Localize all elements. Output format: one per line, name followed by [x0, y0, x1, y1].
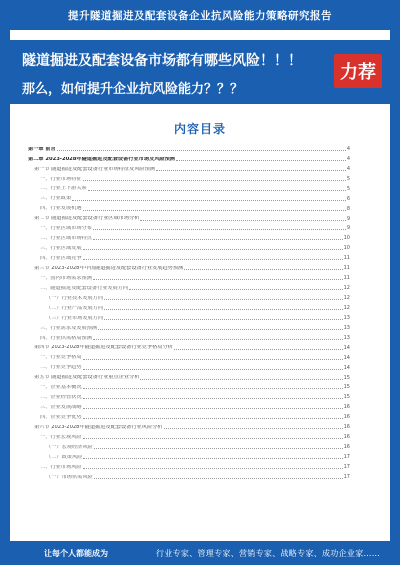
toc-entry[interactable]: [28, 390, 350, 400]
banner-subheadline: 那么，如何提升企业抗风险能力？？？: [22, 82, 244, 97]
toc-page-number: 11: [343, 275, 350, 282]
toc-dot-leader: [83, 388, 343, 389]
toc-entry-text: 第四节 2023-2028年隧道掘进及配套设备行业竞争格局分析: [34, 345, 173, 351]
toc-dot-leader: [184, 269, 342, 270]
toc-page-number: 13: [343, 334, 350, 341]
toc-page-number: 6: [346, 195, 350, 202]
toc-page-number: 14: [343, 354, 350, 361]
toc-entry-text: 四、企业竞争优势: [40, 415, 82, 421]
toc-entry[interactable]: [28, 381, 350, 391]
toc-dot-leader: [140, 379, 342, 380]
toc-entry-text: 二、隧道掘进及配套设备行业发展方向: [40, 285, 129, 291]
toc-entry[interactable]: [28, 212, 350, 222]
toc-page-number: 17: [343, 463, 350, 470]
toc-dot-leader: [104, 309, 343, 310]
report-header-title: 提升隧道掘进及配套设备企业抗风险能力策略研究报告: [68, 9, 332, 22]
toc-dot-leader: [83, 259, 343, 260]
toc-page-number: 11: [343, 255, 350, 262]
toc-entry-text: 第六节 2023-2028年隧道掘进及配套设备行业风险分析: [34, 424, 163, 430]
toc-page-number: 12: [343, 285, 350, 292]
toc-title: 内容目录: [173, 122, 226, 136]
toc-entry-text: （一）行业技术发展方向: [46, 295, 104, 301]
toc-dot-leader: [57, 150, 346, 151]
toc-dot-leader: [88, 190, 346, 191]
toc-dot-leader: [93, 229, 346, 230]
toc-dot-leader: [94, 478, 343, 479]
toc-dot-leader: [83, 408, 343, 409]
toc-dot-leader: [83, 468, 343, 469]
toc-entry-text: 第三节 2023-2028年中国隧道掘进及配套设备行业发展趋势预测: [34, 265, 184, 271]
toc-entry[interactable]: [28, 410, 350, 420]
toc-dot-leader: [83, 359, 343, 360]
toc-page-number: 15: [343, 394, 350, 401]
toc-entry-text: 第五节 隧道掘进及配套设备行业重点企业分析: [34, 375, 140, 381]
banner-headline: 隧道掘进及配套设备市场都有哪些风险！！！: [22, 53, 302, 69]
toc-entry[interactable]: [28, 281, 350, 291]
toc-entry-text: 二、企业经营状况: [40, 395, 82, 401]
toc-page-number: 12: [343, 295, 350, 301]
toc-entry[interactable]: [28, 271, 350, 281]
toc-entry[interactable]: [28, 162, 350, 172]
toc-page-number: 4: [346, 165, 350, 172]
toc-dot-leader: [176, 160, 346, 161]
toc-entry-text: 四、行业发展机遇: [40, 206, 82, 212]
toc-entry[interactable]: [28, 291, 350, 301]
toc-entry[interactable]: [28, 152, 350, 162]
footer-slogan-right: 行业专家、管理专家、营销专家、战略专家、成功企业家……: [156, 548, 381, 558]
toc-page-number: 17: [343, 454, 350, 460]
toc-entry-text: 二、行业市场风险: [40, 464, 82, 470]
toc-entry[interactable]: [28, 182, 350, 192]
report-header-bar: [0, 0, 400, 30]
toc-page-number: 8: [346, 205, 350, 212]
toc-dot-leader: [164, 428, 343, 429]
toc-entry-text: 一、行业市场特征: [40, 176, 82, 182]
toc-dot-leader: [104, 319, 343, 320]
toc-entry[interactable]: [28, 371, 350, 381]
toc-dot-leader: [83, 369, 343, 370]
toc-entry-text: 一、国内市场需求预测: [40, 275, 92, 281]
toc-entry[interactable]: [28, 331, 350, 341]
footer-slogan-left: 让每个人都能成为: [44, 548, 108, 558]
title-banner: [10, 40, 390, 104]
toc-dot-leader: [174, 349, 343, 350]
toc-dot-leader: [104, 299, 343, 300]
toc-dot-leader: [72, 200, 346, 201]
toc-entry[interactable]: [28, 341, 350, 351]
toc-entry-text: 二、行业上下游关系: [40, 186, 87, 192]
toc-page-number: 13: [343, 314, 350, 321]
toc-entry-text: （三）行业市场发展方向: [46, 315, 104, 321]
toc-page-number: 5: [346, 175, 350, 182]
toc-dot-leader: [83, 458, 342, 459]
toc-dot-leader: [94, 448, 343, 449]
toc-page-number: 13: [343, 324, 350, 331]
toc-dot-leader: [156, 170, 346, 171]
right-border-bar: [390, 30, 400, 541]
toc-entry-text: 一、行业区域市场分布: [40, 226, 92, 232]
toc-entry[interactable]: [28, 351, 350, 361]
toc-page-number: 12: [343, 304, 350, 311]
toc-dot-leader: [93, 239, 343, 240]
toc-page-number: 17: [343, 473, 350, 480]
toc-page-number: 10: [343, 235, 350, 242]
toc-page-number: 15: [343, 374, 350, 381]
toc-entry-text: 三、行业需求及发展预测: [40, 325, 98, 331]
toc-entry-text: （二）政策风险: [46, 454, 83, 460]
toc-entry[interactable]: [28, 222, 350, 232]
toc-entry-text: 一、行业竞争格局: [40, 355, 82, 361]
toc-dot-leader: [98, 329, 343, 330]
toc-entry-text: 第二章 2023-2028年隧道掘进及配套设备行业市场及风险预测: [28, 156, 175, 162]
toc-page-number: 16: [343, 434, 350, 441]
toc-entry[interactable]: [28, 321, 350, 331]
toc-dot-leader: [83, 210, 346, 211]
toc-entry[interactable]: [28, 400, 350, 410]
toc-entry-text: 二、行业区域市场特点: [40, 236, 92, 242]
toc-dot-leader: [83, 418, 343, 419]
toc-page-number: 5: [346, 185, 350, 192]
toc-entry[interactable]: [28, 231, 350, 241]
toc-entry[interactable]: [28, 440, 350, 450]
toc-entry-text: 四、行业区域竞争: [40, 256, 82, 262]
toc-entry[interactable]: [28, 202, 350, 212]
toc-entry[interactable]: [28, 251, 350, 261]
toc-dot-leader: [93, 279, 343, 280]
toc-entry[interactable]: [28, 420, 350, 430]
toc-dot-leader: [83, 438, 343, 439]
toc-dot-leader: [140, 220, 345, 221]
toc-entry-text: 一、企业基本概况: [40, 385, 82, 391]
toc-page-number: 11: [343, 265, 350, 272]
footer-bar: [0, 541, 400, 565]
left-border-bar: [0, 30, 10, 541]
toc-entry[interactable]: [28, 241, 350, 251]
toc-entry[interactable]: [28, 311, 350, 321]
toc-entry[interactable]: [28, 450, 350, 460]
toc-entry[interactable]: [28, 172, 350, 182]
toc-entry[interactable]: [28, 430, 350, 440]
toc-page-number: 16: [343, 414, 350, 421]
toc-page-number: 14: [343, 344, 350, 351]
toc-entry-text: 四、行业供需格局预测: [40, 335, 92, 341]
toc-page-number: 4: [346, 155, 350, 162]
toc-page-number: 16: [343, 444, 350, 451]
toc-entry-text: 第二节 隧道掘进及配套设备行业区域市场分析: [34, 216, 140, 222]
toc-dot-leader: [83, 398, 343, 399]
toc-page-number: 14: [343, 364, 350, 371]
toc-page-number: 15: [343, 384, 350, 391]
toc-dot-leader: [83, 249, 343, 250]
toc-entry-text: 第一节 隧道掘进及配套设备行业市场特征及风险预测: [34, 166, 155, 172]
toc-entry[interactable]: [28, 301, 350, 311]
toc-page-number: 4: [346, 145, 350, 152]
toc-entry-text: 第一章 前言: [28, 146, 56, 152]
toc-entry-text: 一、行业宏观风险: [40, 434, 82, 440]
toc-page-number: 10: [343, 245, 350, 252]
toc-entry[interactable]: [28, 460, 350, 470]
recommend-seal: 力荐: [334, 54, 382, 88]
toc-page-number: 16: [343, 424, 350, 431]
toc-entry-text: 三、企业发展战略: [40, 405, 82, 411]
toc-page-number: 9: [346, 215, 350, 222]
toc-entry-text: （一）市场供需风险: [46, 474, 93, 480]
toc-page-number: 16: [343, 404, 350, 411]
toc-dot-leader: [129, 289, 342, 290]
toc-entry-text: （二）行业产品发展方向: [46, 305, 104, 311]
toc-entry[interactable]: [28, 261, 350, 271]
toc-dot-leader: [93, 339, 343, 340]
toc-entry-text: 二、行业竞争趋势: [40, 365, 82, 371]
table-of-contents: [28, 142, 350, 480]
toc-entry[interactable]: [28, 470, 350, 480]
toc-entry-text: 三、行业政策: [40, 196, 72, 202]
toc-entry[interactable]: [28, 142, 350, 152]
toc-dot-leader: [83, 180, 346, 181]
toc-entry-text: 三、行业区域发展: [40, 246, 82, 252]
toc-entry[interactable]: [28, 192, 350, 202]
toc-entry-text: （一）宏观经济风险: [46, 444, 93, 450]
toc-page-number: 9: [346, 225, 350, 232]
toc-entry[interactable]: [28, 361, 350, 371]
